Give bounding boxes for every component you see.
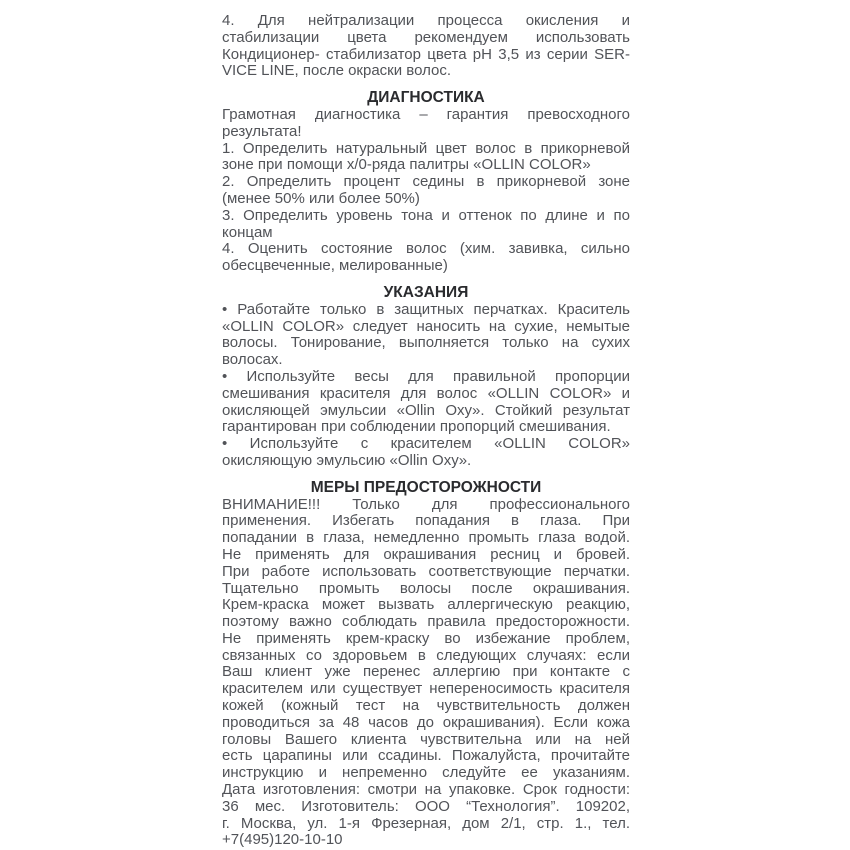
- text-line: 2. Определить процент седины в прикорневой зоне: [222, 173, 630, 191]
- text-line: ВНИМАНИЕ!!! Только для профессионального: [222, 495, 630, 513]
- text-line: поэтому важно соблюдать правила предосторожности.: [222, 613, 630, 631]
- text-line: Крем-краска может вызвать аллергическую реакцию,: [222, 596, 630, 614]
- text-line: При работе использовать соответствующие перчатки.: [222, 562, 630, 580]
- text-line: Не применять для окрашивания ресниц и бровей.: [222, 545, 630, 563]
- text-line: • Используйте весы для правильной пропорции: [222, 367, 630, 385]
- text-line: инструкцию и непременно следуйте ее указаниям.: [222, 764, 630, 782]
- text-line: смешивания красителя для волос «OLLIN COLOR» и: [222, 384, 630, 402]
- text-line: обесцвеченные, мелированные): [222, 257, 448, 275]
- instructions-bullet-3: [222, 436, 630, 470]
- text-line: (менее 50% или более 50%): [222, 189, 420, 207]
- text-line: связанных со здоровьем в следующих случаях: если: [222, 646, 630, 664]
- text-line: • Используйте с красителем «OLLIN COLOR»: [222, 435, 630, 453]
- text-line: Дата изготовления: смотри на упаковке. Срок годности:: [222, 781, 630, 799]
- text-line: г. Москва, ул. 1-я Фрезерная, дом 2/1, стр. 1., тел.: [222, 814, 630, 832]
- text-line: окисляющую эмульсию «Ollin Oxy».: [222, 451, 472, 469]
- text-line: кожей (кожный тест на чувствительность должен: [222, 697, 630, 715]
- text-line: попадании в глаза, немедленно промыть глаза водой.: [222, 529, 630, 547]
- diagnostics-step-4: [222, 241, 630, 275]
- text-line: 1. Определить натуральный цвет волос в прикорневой: [222, 139, 630, 157]
- text-line: результата!: [222, 122, 302, 140]
- text-line: 3. Определить уровень тона и оттенок по длине и по: [222, 206, 630, 224]
- text-line: +7(495)120-10-10: [222, 831, 343, 849]
- usage-step-4: [222, 13, 630, 80]
- text-line: применения. Избегать попадания в глаза. При: [222, 512, 630, 530]
- precautions-text: [222, 497, 630, 850]
- text-line: 36 мес. Изготовитель: ООО “Технология”. 109202,: [222, 797, 630, 815]
- text-line: 4. Оценить состояние волос (хим. завивка, сильно: [222, 240, 630, 258]
- diagnostics-step-2: [222, 174, 630, 208]
- text-line: «OLLIN COLOR» следует наносить на сухие, немытые: [222, 317, 630, 335]
- text-line: волосы. Тонирование, выполняется только на сухих: [222, 334, 630, 352]
- text-line: головы Вашего клиента чувствительна или на ней: [222, 730, 630, 748]
- text-line: VICE LINE, после окраски волос.: [222, 62, 452, 80]
- instructions-bullet-2: [222, 369, 630, 436]
- instructions-heading: УКАЗАНИЯ: [383, 283, 469, 301]
- text-line: Кондиционер- стабилизатор цвета pH 3,5 из серии SER-: [222, 45, 630, 63]
- text-line: окисляющей эмульсии «Ollin Oxy». Стойкий результат: [222, 401, 630, 419]
- text-line: гарантирован при соблюдении пропорций смешивания.: [222, 418, 611, 436]
- text-line: проводиться за 48 часов до окрашивания). Если кожа: [222, 713, 630, 731]
- diagnostics-heading: ДИАГНОСТИКА: [367, 89, 485, 107]
- text-line: Ваш клиент уже перенес аллергию при контакте с: [222, 663, 630, 681]
- diagnostics-intro: [222, 107, 630, 141]
- text-line: концам: [222, 223, 273, 241]
- text-line: красителем или существует непереносимость красителя: [222, 680, 630, 698]
- document-content: [222, 13, 630, 849]
- precautions-heading: МЕРЫ ПРЕДОСТОРОЖНОСТИ: [310, 478, 542, 496]
- text-line: 4. Для нейтрализации процесса окисления и: [222, 12, 630, 29]
- text-line: есть царапины или ссадины. Пожалуйста, прочитайте: [222, 747, 630, 765]
- text-line: Грамотная диагностика – гарантия превосходного: [222, 105, 630, 123]
- text-line: Не применять крем-краску во избежание проблем,: [222, 629, 630, 647]
- diagnostics-step-3: [222, 208, 630, 242]
- instructions-bullet-1: [222, 302, 630, 369]
- text-line: Тщательно промыть волосы после окрашивания.: [222, 579, 630, 597]
- text-line: стабилизации цвета рекомендуем использовать: [222, 28, 630, 46]
- text-line: зоне при помощи х/0-ряда палитры «OLLIN COLOR»: [222, 156, 591, 174]
- text-line: волосах.: [222, 351, 283, 369]
- diagnostics-step-1: [222, 141, 630, 175]
- text-line: • Работайте только в защитных перчатках. Краситель: [222, 300, 630, 318]
